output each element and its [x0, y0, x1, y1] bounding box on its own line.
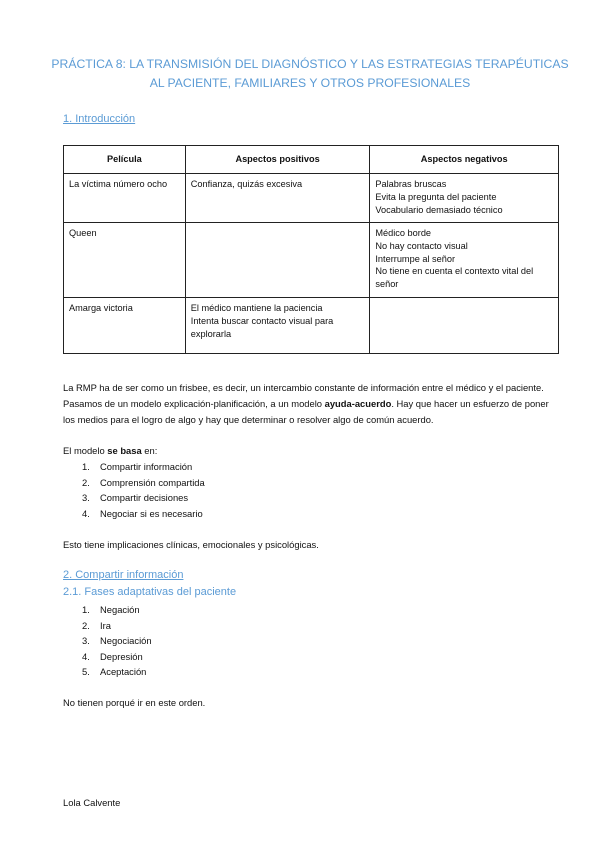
negative-item: Evita la pregunta del paciente	[375, 191, 497, 202]
film-cell: Amarga victoria	[64, 298, 186, 354]
section-heading-introduccion: 1. Introducción	[63, 113, 136, 125]
positive-cell	[185, 174, 370, 223]
table-row	[64, 223, 559, 298]
table-row	[64, 298, 559, 354]
list-item: 4. Depresión	[82, 650, 143, 662]
page-title	[40, 55, 580, 93]
negative-cell	[370, 174, 559, 223]
negative-item: Interrumpe al señor	[375, 253, 456, 264]
list-item: 2. Ira	[82, 619, 111, 631]
list-item: 1. Compartir información	[82, 461, 193, 472]
subsection-heading-fases: 2.1. Fases adaptativas del paciente	[63, 586, 237, 598]
list-item: 4. Negociar si es necesario	[82, 507, 203, 519]
positive-cell	[185, 298, 370, 354]
negative-item: No hay contacto visual	[375, 240, 468, 251]
list-item: 1. Negación	[82, 604, 140, 615]
model-intro	[63, 443, 559, 459]
films-table	[63, 145, 559, 354]
title-line-2: AL PACIENTE, FAMILIARES Y OTROS PROFESIONALES	[149, 76, 471, 90]
list-item: 5. Aceptación	[82, 666, 147, 678]
intro-text: en:	[141, 445, 158, 456]
header-positivos: Aspectos positivos	[185, 146, 370, 174]
header-pelicula: Película	[64, 146, 186, 174]
para-text: La RMP ha de ser como un frisbee, es decir, un intercambio constante de información entre el médico y el paciente. Pasamos de un modelo explicación-planificación, a un modelo	[63, 382, 544, 409]
negative-item: No tiene en cuenta el contexto vital del señor	[375, 266, 534, 290]
positive-item: El médico mantiene la paciencia	[190, 303, 323, 313]
para-text: . Hay que hacer un esfuerzo de poner los medios para el logro de algo y hay que determinar o resolver algo de común acuerdo.	[63, 398, 549, 425]
phases-list	[82, 602, 152, 680]
list-item: 3. Negociación	[82, 635, 152, 647]
positive-cell	[185, 223, 370, 298]
positive-item: Confianza, quizás excesiva	[190, 179, 303, 189]
negative-item: Vocabulario demasiado técnico	[375, 204, 503, 215]
intro-text: El modelo	[63, 445, 108, 456]
positive-item: Intenta buscar contacto visual para explorarla	[190, 315, 334, 339]
footer-author: Lola Calvente	[63, 797, 121, 808]
paragraph-implicaciones: Esto tiene implicaciones clínicas, emocionales y psicológicas.	[63, 539, 319, 550]
table-row	[64, 174, 559, 223]
negative-item: Palabras bruscas	[375, 179, 447, 189]
intro-bold: se basa	[107, 445, 142, 456]
list-item: 2. Comprensión compartida	[82, 476, 205, 488]
para-bold: ayuda-acuerdo	[324, 398, 392, 409]
title-line-1: PRÁCTICA 8: LA TRANSMISIÓN DEL DIAGNÓSTICO Y LAS ESTRATEGIAS TERAPÉUTICAS	[51, 57, 569, 71]
negative-cell	[370, 223, 559, 298]
paragraph-orden: No tienen porqué ir en este orden.	[63, 697, 206, 708]
model-list	[82, 459, 205, 521]
header-negativos: Aspectos negativos	[370, 146, 559, 174]
film-cell: Queen	[64, 223, 186, 298]
table-header-row	[64, 146, 559, 174]
list-item: 3. Compartir decisiones	[82, 492, 189, 504]
negative-item: Médico borde	[375, 228, 432, 238]
paragraph-rmp	[63, 380, 559, 428]
section-heading-compartir: 2. Compartir información	[63, 569, 184, 581]
film-cell: La víctima número ocho	[64, 174, 186, 223]
negative-cell	[370, 298, 559, 354]
